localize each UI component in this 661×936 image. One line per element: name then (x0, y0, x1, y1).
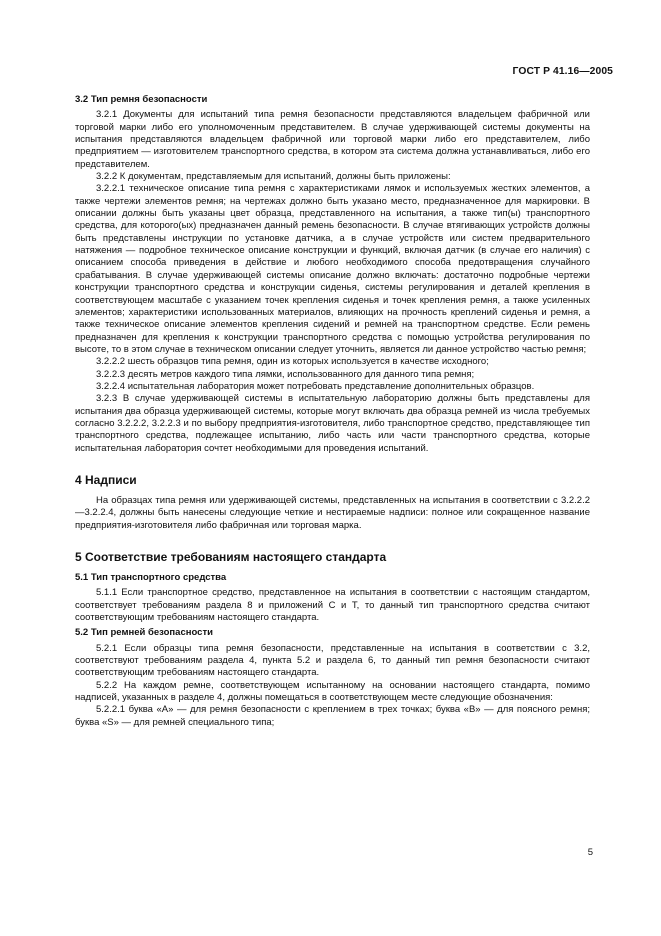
paragraph-3-2-2: 3.2.2 К документам, представляемым для испытаний, должны быть приложены: (96, 171, 451, 183)
paragraph-3-2-2-1: 3.2.2.1 техническое описание типа ремня с характеристиками лямок и используемых жестких элементов, а также чертежи элементов ремня; на чертежах должно быть указано место, предназначенное для маркировки. В описании должны быть указаны цвет образца, представленного на испытания, а также тип(ы) транспортного средства, для которого(ых) предназначен данный ремень безопасности. В случае втягивающих устройств должны быть представлены инструкции по установке датчика, а в случае устройств или систем предварительного натяжения — подробное техническое описание конструкции и функций, включая датчик (в случае его наличия) с описанием способа приведения в действие и любого необходимого способа предотвращения случайного срабатывания. В случае удерживающей системы описание должно включать: достаточно подробные чертежи конструкции транспортного средства и конструкции сиденья, системы регулирования и деталей крепления в соответствующем масштабе с указанием точек крепления сиденья и точек крепления ремня, а также усиленных элементов; характеристики использованных материалов, влияющих на прочность креплений сиденья и ремня, а также техническое описание элементов крепления сидений и ремней на транспортном средстве. Если ремень предназначен для крепления к конструкции транспортного средства с помощью устройства регулирования по высоте, то в этом случае в техническом описании следует уточнить, является ли данное устройство частью ремня; (75, 183, 590, 355)
paragraph-3-2-2-2: 3.2.2.2 шесть образцов типа ремня, один из которых используется в качестве исходного; (96, 356, 489, 368)
section-5-2-heading: 5.2 Тип ремней безопасности (75, 627, 213, 639)
section-4-heading: 4 Надписи (75, 472, 137, 487)
section-3-2-heading: 3.2 Тип ремня безопасности (75, 94, 208, 105)
paragraph-5-2-2: 5.2.2 На каждом ремне, соответствующем испытанному на основании настоящего стандарта, помимо надписей, указанных в разделе 4, должны помещаться в соответствующем месте следующие обозначения: (75, 679, 590, 704)
section-5-heading: 5 Соответствие требованиям настоящего стандарта (75, 550, 387, 564)
paragraph-5-2-1: 5.2.1 Если образцы типа ремня безопасности, представленные на испытания в соответствии с 3.2, соответствуют требованиям раздела 4, пункта 5.2 и раздела 6, то данный тип ремня безопасности считают соответствующим требованиям настоящего стандарта. (75, 642, 590, 679)
paragraph-3-2-2-4: 3.2.2.4 испытательная лаборатория может потребовать представление дополнительных образцов. (96, 380, 535, 392)
paragraph-5-1-1: 5.1.1 Если транспортное средство, представленное на испытания в соответствии с настоящим стандартом, соответствует требованиям раздела 8 и приложений С и Т, то данный тип транспортного средства считают соответствующим требованиям настоящего стандарта. (75, 587, 590, 624)
page-content (75, 94, 590, 729)
section-5-1-heading: 5.1 Тип транспортного средства (75, 572, 227, 583)
paragraph-3-2-3: 3.2.3 В случае удерживающей системы в испытательную лабораторию должны быть представлены для испытания два образца удерживающей системы, которые могут включать два образца ремней из числа требуемых согласно 3.2.2.2, 3.2.2.3 и по выбору предприятия-изготовителя, либо транспортное средство, представляющее тип транспортного средства, подлежащее испытанию, либо часть или части транспортного средства, которые испытательная лаборатория сочтет необходимыми для проведения испытаний. (75, 393, 590, 454)
document-code: ГОСТ Р 41.16—2005 (512, 66, 613, 77)
paragraph-5-2-2-1: 5.2.2.1 буква «А» — для ремня безопасности с креплением в трех точках; буква «В» — для поясного ремня; буква «S» — для ремней специального типа; (75, 704, 590, 728)
paragraph-3-2-1: 3.2.1 Документы для испытаний типа ремня безопасности представляются владельцем фабричной или торговой марки либо его уполномоченным представителем. В случае удерживающей системы документы на испытания представляются владельцем фабричной или торговой марки либо его представителем, либо предприятием — изготовителем транспортного средства, в котором эта система должна устанавливаться, либо его представителем. (75, 109, 590, 170)
paragraph-4: На образцах типа ремня или удерживающей системы, представленных на испытания в соответствии с 3.2.2.2—3.2.2.4, должны быть нанесены следующие четкие и нестираемые надписи: полное или сокращенное название предприятия-изготовителя либо фабричная или торговая марка. (75, 494, 590, 531)
page-number: 5 (587, 847, 593, 858)
paragraph-3-2-2-3: 3.2.2.3 десять метров каждого типа лямки, использованного для данного типа ремня; (96, 368, 475, 380)
